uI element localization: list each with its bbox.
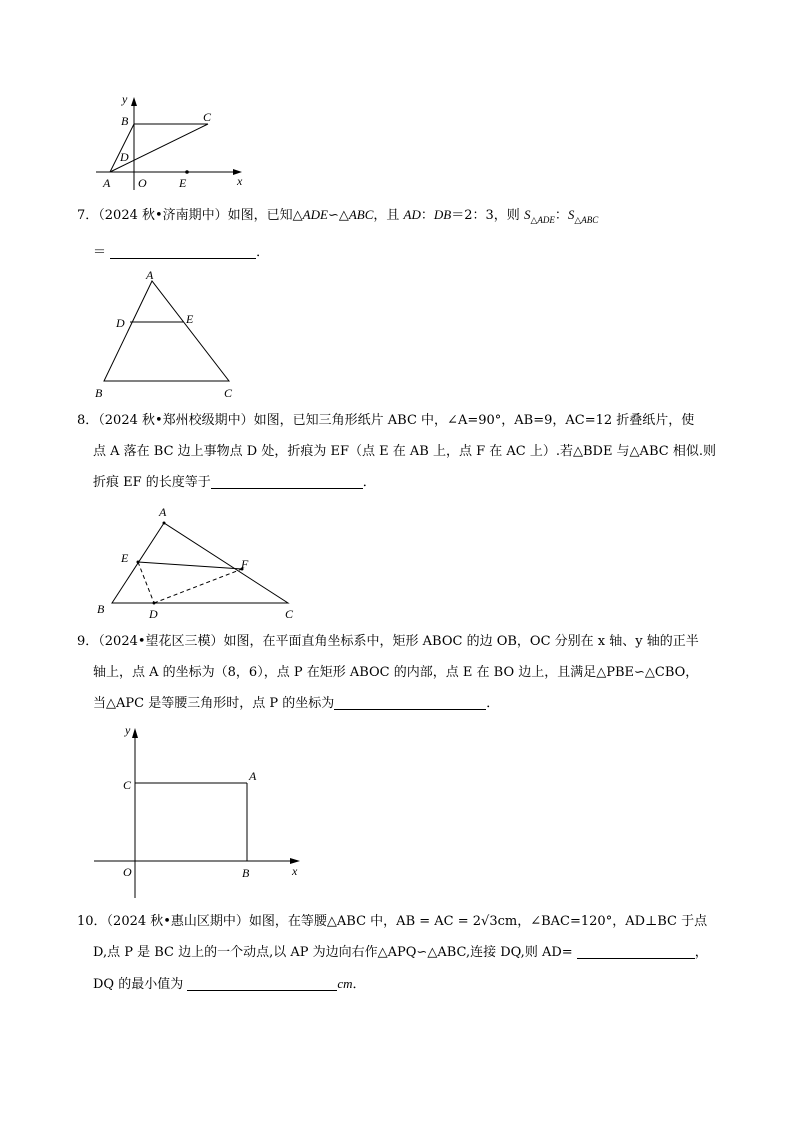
figure-q9 <box>92 722 312 902</box>
q10-line2: D,点 P 是 BC 边上的一个动点,以 AP 为边向右作△APQ∽△ABC,连接 DQ,则 AD= <box>93 945 573 960</box>
q7-sub1: △ADE <box>530 214 555 225</box>
fig8-label-e: E <box>121 551 129 565</box>
question-9 <box>77 626 699 719</box>
q7-answer-blank[interactable] <box>110 244 256 259</box>
q7-equals: ＝ <box>93 244 107 260</box>
fig6-label-d: D <box>120 150 129 164</box>
fig7-label-a: A <box>146 268 154 282</box>
fig6-label-y: y <box>122 92 128 106</box>
question-7 <box>77 199 598 268</box>
q10-end: ． <box>352 977 366 992</box>
q10-line1: 10．（2024 秋•惠山区期中）如图，在等腰△ABC 中，AB = AC = 2√3cm，∠BAC=120°，AD⊥BC 于点 <box>77 914 708 929</box>
q10-answer-blank-ad[interactable] <box>577 944 695 959</box>
figure-q7 <box>92 265 242 400</box>
fig8-label-f: F <box>241 557 249 571</box>
fig6-label-a: A <box>103 176 111 190</box>
fig8-label-c: C <box>285 607 294 621</box>
fig8-label-b: B <box>97 602 105 616</box>
fig9-label-b: B <box>242 866 250 880</box>
q9-line2: 轴上，点 A 的坐标为（8，6），点 P 在矩形 ABOC 的内部，点 E 在 BO 边上，且满足△PBE∽△CBO， <box>93 665 699 680</box>
q7-text-a: 7．（2024 秋•济南期中）如图，已知△ <box>77 208 303 223</box>
q10-line2-end: ， <box>694 945 708 960</box>
q7-ade: ADE <box>302 207 328 222</box>
fig7-label-b: B <box>95 386 103 400</box>
q8-line1: 8．（2024 秋•郑州校级期中）如图，已知三角形纸片 ABC 中，∠A=90°，AB=9，AC=12 折叠纸片，使 <box>77 413 695 428</box>
q7-sub2: △ABC <box>574 214 599 225</box>
q7-ad: AD <box>403 207 421 222</box>
q7-colon1: ： <box>420 208 434 223</box>
fig7-label-c: C <box>224 386 233 400</box>
q7-s2: S <box>567 207 575 222</box>
fig8-label-d: D <box>149 607 158 621</box>
q7-text-b: ，且 <box>373 208 400 223</box>
question-10 <box>77 906 708 1000</box>
figure-q8 <box>92 502 312 622</box>
fig9-label-y: y <box>125 723 131 737</box>
q7-ratio: ＝2：3，则 <box>451 208 520 223</box>
q10-answer-blank-dq[interactable] <box>187 976 337 991</box>
fig6-label-x: x <box>237 174 243 188</box>
figure-q6 <box>92 90 252 195</box>
fig6-label-b: B <box>121 114 129 128</box>
q7-s1: S <box>523 207 531 222</box>
q7-colon2: ： <box>554 208 568 223</box>
fig9-label-a: A <box>249 769 257 783</box>
fig7-label-e: E <box>186 312 194 326</box>
q8-line3: 折痕 EF 的长度等于 <box>93 475 211 490</box>
fig9-label-c: C <box>123 778 132 792</box>
q7-sim: ∽△ <box>327 208 349 223</box>
q8-end: ． <box>362 475 376 490</box>
fig6-label-e: E <box>179 176 187 190</box>
fig6-label-o: O <box>138 176 147 190</box>
fig8-label-a: A <box>159 505 167 519</box>
q9-answer-blank[interactable] <box>334 695 486 710</box>
fig9-label-o: O <box>123 865 132 879</box>
q10-unit: cm <box>337 976 353 991</box>
q8-line2: 点 A 落在 BC 边上事物点 D 处，折痕为 EF（点 E 在 AB 上，点 F 在 AC 上）.若△BDE 与△ABC 相似.则 <box>93 444 716 459</box>
q9-line1: 9．（2024•望花区三模）如图，在平面直角坐标系中，矩形 ABOC 的边 OB，OC 分别在 x 轴、y 轴的正半 <box>77 634 699 649</box>
q9-line3: 当△APC 是等腰三角形时，点 P 的坐标为 <box>93 696 335 711</box>
fig7-label-d: D <box>116 316 125 330</box>
q9-end: ． <box>486 696 500 711</box>
fig9-label-x: x <box>292 864 298 878</box>
q7-end: ． <box>256 244 270 260</box>
q7-abc: ABC <box>348 207 374 222</box>
question-8 <box>77 405 716 498</box>
q7-db: DB <box>433 207 452 222</box>
fig6-label-c: C <box>203 110 212 124</box>
q8-answer-blank[interactable] <box>211 474 363 489</box>
q10-line3: DQ 的最小值为 <box>93 977 184 992</box>
